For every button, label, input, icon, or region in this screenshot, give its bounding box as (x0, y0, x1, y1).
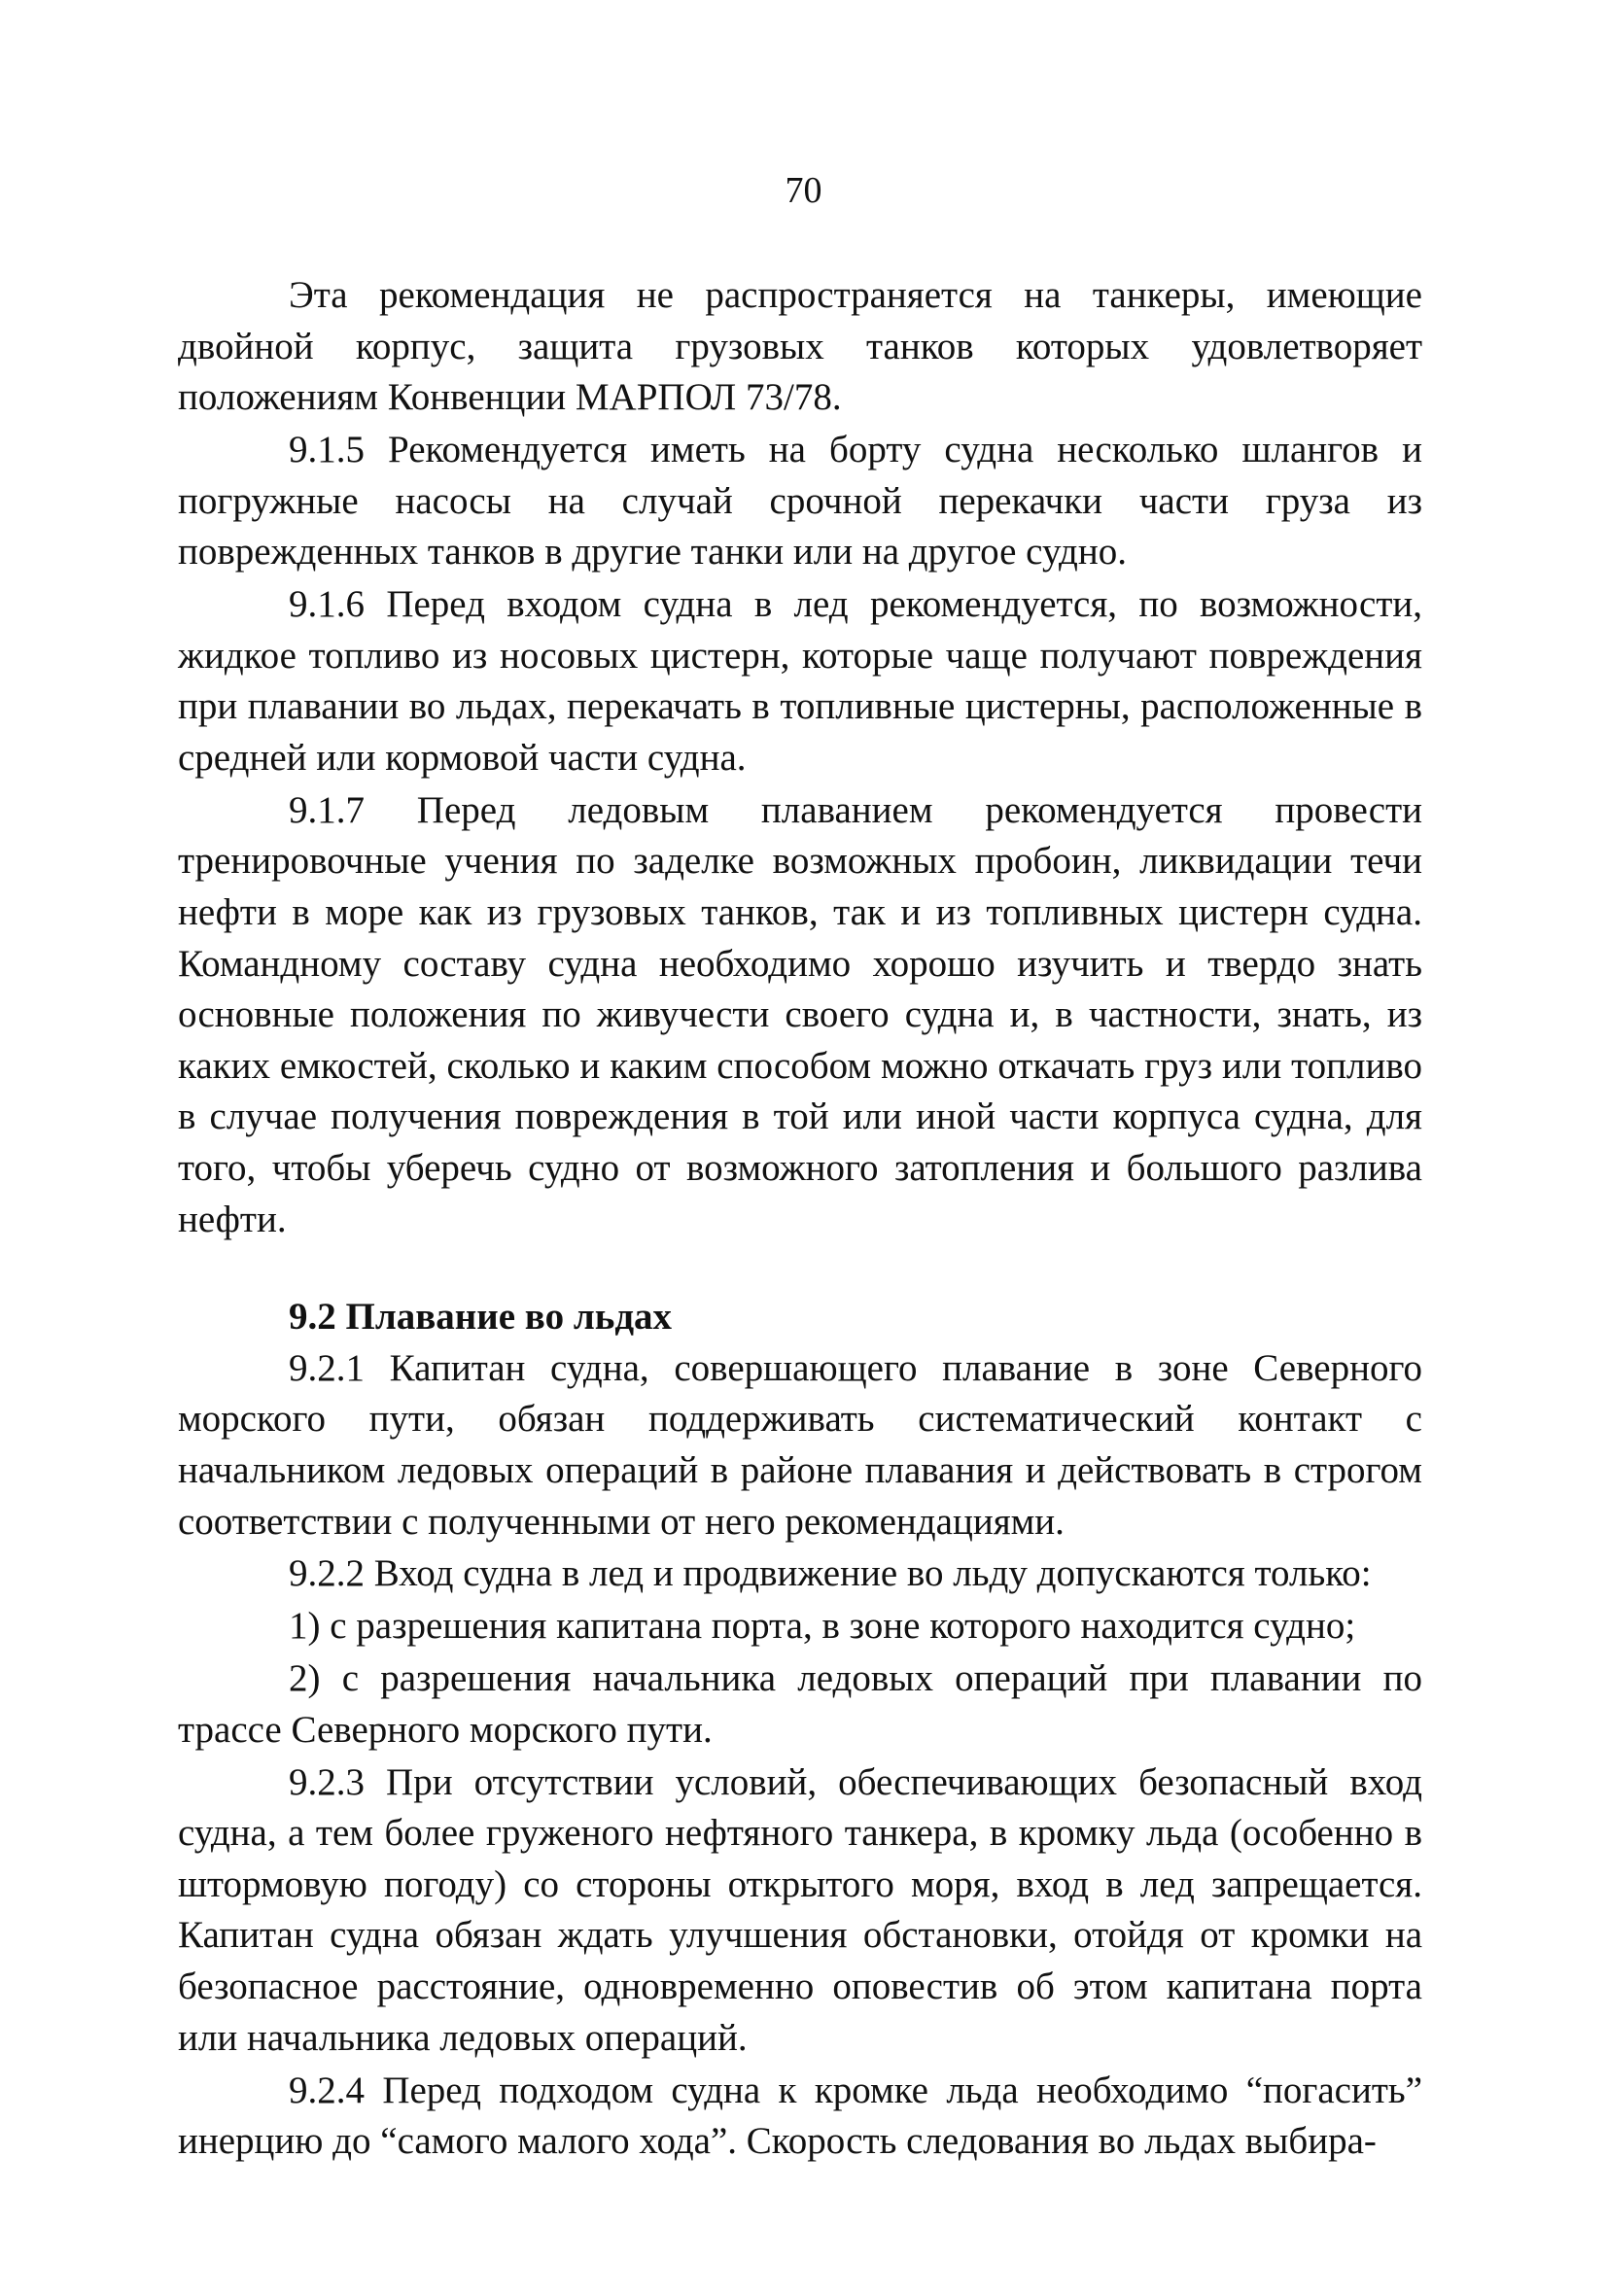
paragraph-double-hull-note: Эта рекомендация не распространяется на танкеры, имеющие двойной корпус, защита грузовых танков которых удовлетворяет положениям Конвенции МАРПОЛ 73/78. (178, 274, 1422, 419)
paragraph-9-2-4: 9.2.4 Перед подходом судна к кромке льда необходимо “погасить” инерцию до “самого малого хода”. Скорость следования во льдах выбира- (178, 2069, 1422, 2163)
list-item-1: 1) с разрешения капитана порта, в зоне которого находится судно; (289, 1605, 1356, 1648)
paragraph-9-2-2: 9.2.2 Вход судна в лед и продвижение во льду допускаются только: (289, 1552, 1372, 1595)
paragraph-9-1-7: 9.1.7 Перед ледовым плаванием рекомендуется провести тренировочные учения по заделке возможных пробоин, ликвидации течи нефти в море как из грузовых танков, так и из топливных цистерн судна. Командному составу судна необходимо хорошо изучить и твердо знать основные положения по живучести своего судна и, в частности, знать, из каких емкостей, сколько и каким способом можно откачать груз или топливо в случае получения повреждения в той или иной части корпуса судна, для того, чтобы уберечь судно от возможного затопления и большого разлива нефти. (178, 788, 1422, 1240)
list-item-2: 2) с разрешения начальника ледовых операций при плавании по трассе Северного морского пути. (178, 1657, 1422, 1751)
page-body (178, 270, 1422, 2169)
paragraph-9-2-3: 9.2.3 При отсутствии условий, обеспечивающих безопасный вход судна, а тем более груженого нефтяного танкера, в кромку льда (особенно в штормовую погоду) со стороны открытого моря, вход в лед запрещается. Капитан судна обязан ждать улучшения обстановки, отойдя от кромки на безопасное расстояние, одновременно оповестив об этом капитана порта или начальника ледовых операций. (178, 1760, 1422, 2059)
paragraph-9-1-6: 9.1.6 Перед входом судна в лед рекомендуется, по возможности, жидкое топливо из носовых цистерн, которые чаще получают повреждения при плавании во льдах, перекачать в топливные цистерны, расположенные в средней или кормовой части судна. (178, 583, 1422, 779)
paragraph-9-1-5: 9.1.5 Рекомендуется иметь на борту судна несколько шлангов и погружные насосы на случай срочной перекачки части груза из поврежденных танков в другие танки или на другое судно. (178, 429, 1422, 574)
section-heading-9-2: 9.2 Плавание во льдах (289, 1296, 673, 1339)
paragraph-9-2-1: 9.2.1 Капитан судна, совершающего плавание в зоне Северного морского пути, обязан поддерживать систематический контакт с начальником ледовых операций в районе плавания и действовать в строгом соответствии с полученными от него рекомендациями. (178, 1346, 1422, 1543)
page-number: 70 (785, 170, 822, 211)
